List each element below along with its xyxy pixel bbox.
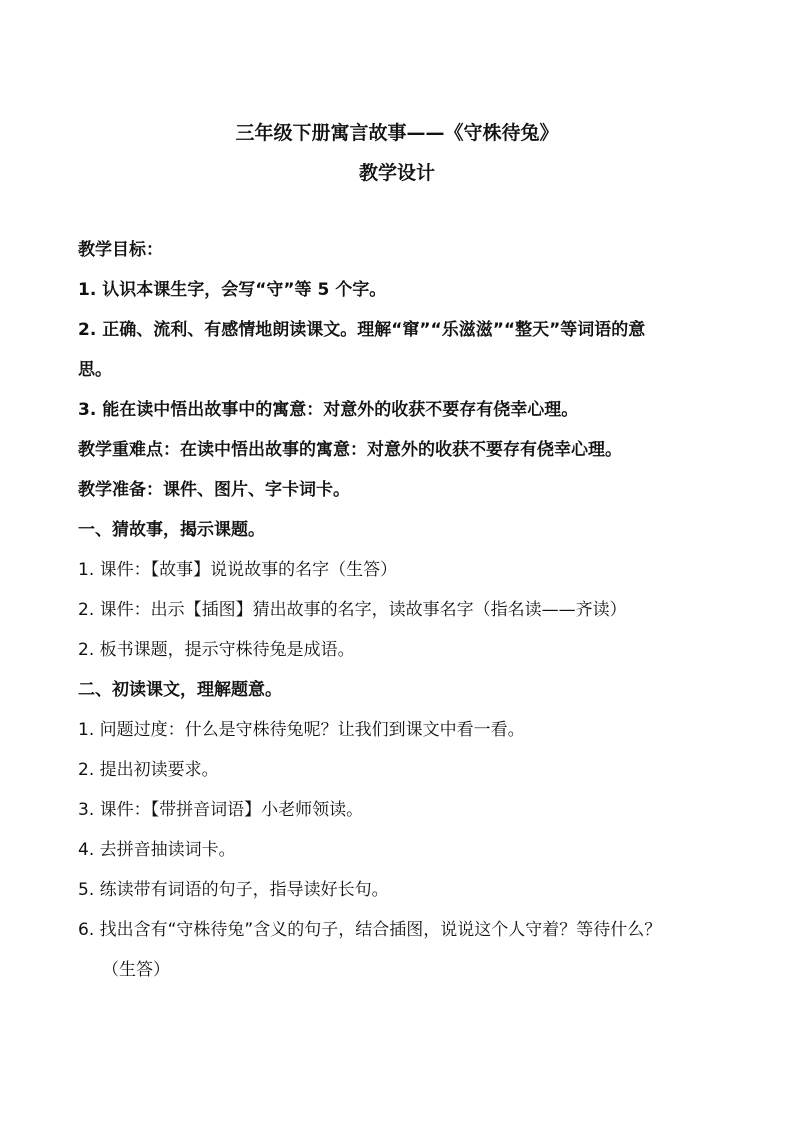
title-block — [0, 113, 794, 193]
step-item: 3. 课件：【带拼音词语】小老师领读。 — [78, 800, 364, 820]
step-item: 2. 提出初读要求。 — [78, 760, 219, 780]
key-difficulty: 教学重难点：在读中悟出故事的寓意：对意外的收获不要存有侥幸心理。 — [78, 440, 622, 460]
objective-item-2: 2. 正确、流利、有感情地朗读课文。理解“窜”“乐滋滋”“整天”等词语的意 — [78, 320, 646, 340]
document-subtitle: 教学设计 — [358, 162, 435, 184]
teaching-preparation: 教学准备：课件、图片、字卡词卡。 — [78, 480, 350, 500]
step-item: 2. 板书课题，提示守株待兔是成语。 — [78, 640, 355, 660]
document-body — [78, 230, 728, 990]
objective-item-3: 3. 能在读中悟出故事中的寓意：对意外的收获不要存有侥幸心理。 — [78, 400, 579, 420]
section-heading-first-reading: 二、初读课文，理解题意。 — [78, 680, 282, 700]
step-item: 2. 课件：出示【插图】猜出故事的名字，读故事名字（指名读——齐读） — [78, 600, 627, 620]
step-item: 5. 练读带有词语的句子，指导读好长句。 — [78, 880, 389, 900]
step-item: 4. 去拼音抽读词卡。 — [78, 840, 236, 860]
objective-item-2-continuation: 思。 — [78, 360, 112, 380]
step-item: 6. 找出含有“守株待兔”含义的句子，结合插图，说说这个人守着？等待什么？ — [78, 920, 662, 940]
step-item: 1. 问题过度：什么是守株待兔呢？让我们到课文中看一看。 — [78, 720, 525, 740]
step-item: 1. 课件：【故事】说说故事的名字（生答） — [78, 560, 398, 580]
section-heading-guess-story: 一、猜故事，揭示课题。 — [78, 520, 265, 540]
section-heading-objectives: 教学目标： — [78, 240, 163, 260]
objective-item-1: 1. 认识本课生字，会写“守”等 5 个字。 — [78, 280, 387, 300]
document-title: 三年级下册寓言故事——《守株待兔》 — [235, 122, 559, 144]
step-item-continuation: （生答） — [102, 960, 170, 980]
